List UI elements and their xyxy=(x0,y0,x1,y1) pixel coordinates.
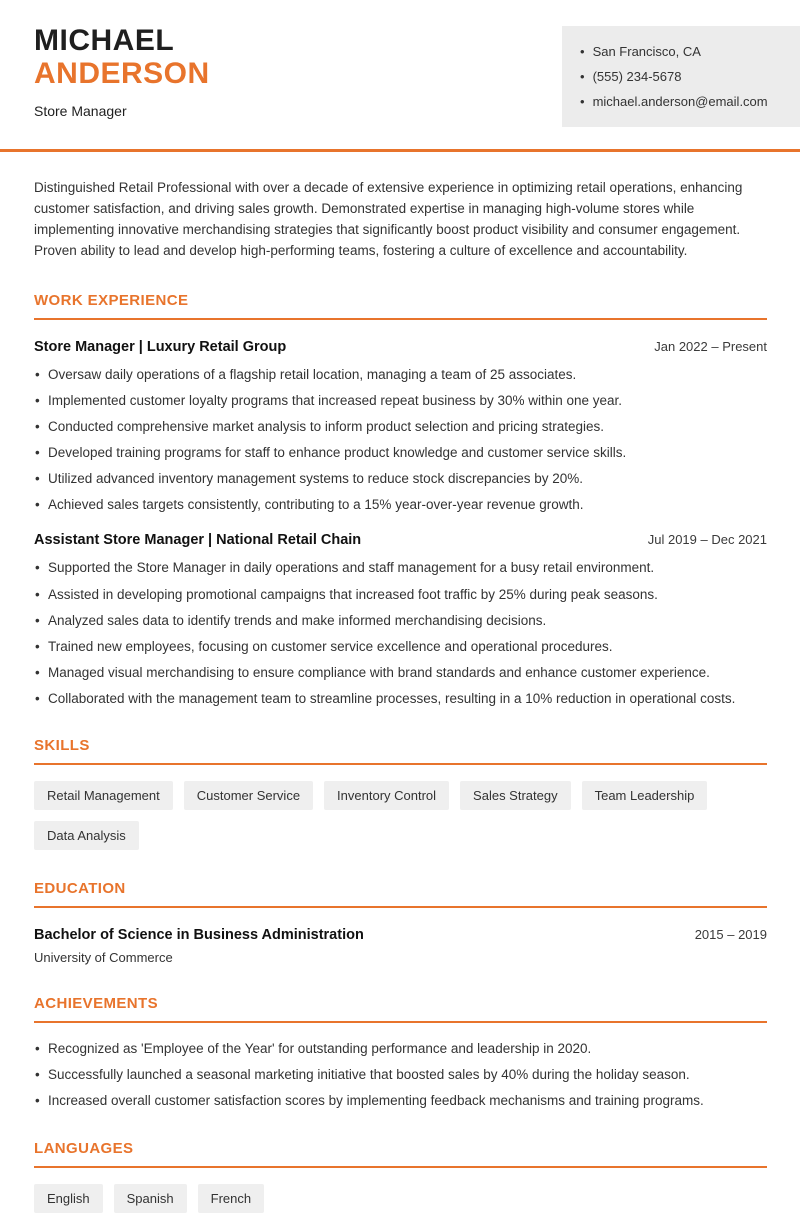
job-bullet: • Trained new employees, focusing on customer service excellence and operational procedures. xyxy=(34,638,767,656)
language-tag: French xyxy=(198,1184,264,1213)
contact-box xyxy=(562,26,800,127)
header-job-title: Store Manager xyxy=(34,103,127,119)
skill-tag: Sales Strategy xyxy=(460,781,571,810)
languages-list xyxy=(34,1184,767,1213)
job-bullet: • Utilized advanced inventory management systems to reduce stock discrepancies by 20%. xyxy=(34,470,767,488)
contact-text: michael.anderson@email.com xyxy=(592,94,768,109)
job-position: Assistant Store Manager | National Retail Chain xyxy=(34,532,362,549)
resume-body xyxy=(0,178,800,1213)
section-education xyxy=(34,880,767,965)
skill-tag: Data Analysis xyxy=(34,821,139,850)
first-name: MICHAEL xyxy=(34,24,175,57)
name-block xyxy=(34,24,210,119)
job-header xyxy=(34,532,767,548)
job-bullet-list xyxy=(34,366,767,514)
contact-item xyxy=(580,39,784,64)
contact-item xyxy=(580,89,784,114)
job-dates: Jul 2019 – Dec 2021 xyxy=(647,532,767,548)
contact-text: San Francisco, CA xyxy=(592,44,701,59)
section-work-experience xyxy=(34,292,767,708)
bullet-icon: • xyxy=(580,94,585,109)
language-tag: English xyxy=(34,1184,103,1213)
education-dates: 2015 – 2019 xyxy=(694,927,767,943)
education-header xyxy=(34,927,767,943)
section-title-skills: SKILLS xyxy=(34,737,767,765)
contact-text: (555) 234-5678 xyxy=(592,69,682,84)
job-bullet: • Achieved sales targets consistently, contributing to a 15% year-over-year revenue growth. xyxy=(34,496,767,514)
section-title-education: EDUCATION xyxy=(34,880,767,908)
section-languages xyxy=(34,1140,767,1213)
bullet-icon: • xyxy=(580,44,585,59)
section-title-work: WORK EXPERIENCE xyxy=(34,292,767,320)
education-school: University of Commerce xyxy=(34,950,173,966)
job-bullet: • Oversaw daily operations of a flagship retail location, managing a team of 25 associates. xyxy=(34,366,767,384)
education-degree: Bachelor of Science in Business Administration xyxy=(34,927,364,944)
section-title-languages: LANGUAGES xyxy=(34,1140,767,1168)
section-skills xyxy=(34,737,767,850)
job-header xyxy=(34,339,767,355)
achievement-bullet: • Recognized as 'Employee of the Year' for outstanding performance and leadership in 2020. xyxy=(34,1040,767,1058)
job-position: Store Manager | Luxury Retail Group xyxy=(34,338,287,355)
skills-list xyxy=(34,781,767,850)
header-divider xyxy=(0,149,800,152)
job-bullet: • Supported the Store Manager in daily operations and staff management for a busy retail environment. xyxy=(34,559,767,577)
header xyxy=(0,0,800,127)
summary-paragraph: Distinguished Retail Professional with over a decade of extensive experience in optimizing retail operations, enhancing customer satisfaction, and driving sales growth. Demonstrated expertise in managing high-volume stores while implementing innovative merchandising strategies that significantly boost product visibility and consumer engagement. Proven ability to lead and develop high-performing teams, fostering a culture of excellence and accountability. xyxy=(34,180,743,258)
job-bullet: • Developed training programs for staff to enhance product knowledge and customer service skills. xyxy=(34,444,767,462)
last-name: ANDERSON xyxy=(34,57,210,90)
job-bullet: • Assisted in developing promotional campaigns that increased foot traffic by 25% during peak seasons. xyxy=(34,586,767,604)
contact-item xyxy=(580,64,784,89)
language-tag: Spanish xyxy=(114,1184,187,1213)
job-entry xyxy=(34,532,767,707)
job-bullet: • Managed visual merchandising to ensure compliance with brand standards and enhance customer experience. xyxy=(34,664,767,682)
job-bullet: • Collaborated with the management team to streamline processes, resulting in a 10% reduction in operational costs. xyxy=(34,690,767,708)
skill-tag: Customer Service xyxy=(184,781,313,810)
skill-tag: Inventory Control xyxy=(324,781,449,810)
section-title-achievements: ACHIEVEMENTS xyxy=(34,995,767,1023)
achievements-list xyxy=(34,1040,767,1110)
skill-tag: Retail Management xyxy=(34,781,173,810)
job-entry xyxy=(34,339,767,514)
job-bullet: • Conducted comprehensive market analysis to inform product selection and pricing strategies. xyxy=(34,418,767,436)
job-bullet: • Implemented customer loyalty programs that increased repeat business by 30% within one year. xyxy=(34,392,767,410)
achievement-bullet: • Successfully launched a seasonal marketing initiative that boosted sales by 40% during the holiday season. xyxy=(34,1066,767,1084)
skill-tag: Team Leadership xyxy=(582,781,708,810)
job-dates: Jan 2022 – Present xyxy=(654,338,767,354)
job-bullet: • Analyzed sales data to identify trends and make informed merchandising decisions. xyxy=(34,612,767,630)
bullet-icon: • xyxy=(580,69,585,84)
achievement-bullet: • Increased overall customer satisfaction scores by implementing feedback mechanisms and training programs. xyxy=(34,1092,767,1110)
job-bullet-list xyxy=(34,559,767,707)
section-achievements xyxy=(34,995,767,1110)
